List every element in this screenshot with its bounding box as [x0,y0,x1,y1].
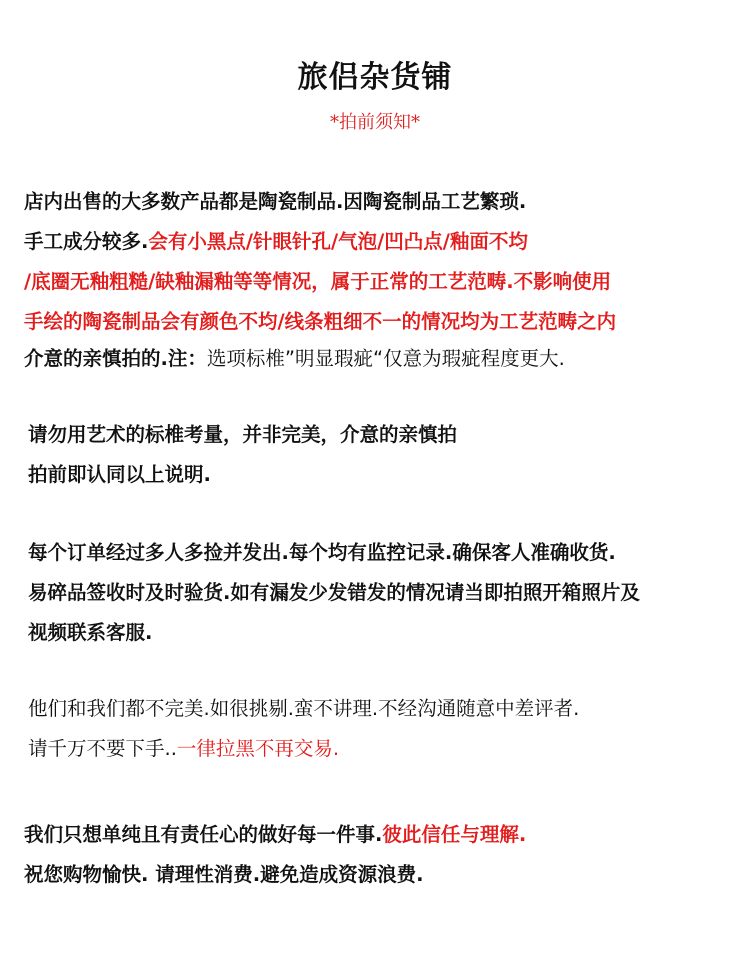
notice-line [28,461,211,491]
notice-text: 祝您购物愉快. 请理性消费.避免造成资源浪费. [24,863,424,886]
page-title: 旅侣杂货铺 [297,60,453,95]
warning-text: /底圈无釉粗糙/缺釉漏釉等等情况，属于正常的工艺范畴.不影响使用 [24,270,612,293]
notice-line [24,188,526,218]
warning-text: 手绘的陶瓷制品会有颜色不均/线条粗细不一的情况均为工艺范畴之内 [24,310,617,333]
notice-text: 店内出售的大多数产品都是陶瓷制品.因陶瓷制品工艺繁琐. [24,190,527,213]
notice-text: 我们只想单纯且有责任心的做好每一件事. [24,823,383,846]
notice-text: 易碎品签收时及时验货.如有漏发少发错发的情况请当即拍照开箱照片及 [28,581,640,604]
warning-text: 一律拉黑不再交易. [176,737,340,760]
notice-line [24,861,424,891]
warning-line [24,308,616,338]
warning-text: 彼此信任与理解. [382,823,527,846]
warning-text: 会有小黑点/针眼针孔/气泡/凹凸点/釉面不均 [148,230,528,253]
notice-text: 介意的亲慎拍的.注： [24,347,207,370]
page-subtitle: *拍前须知* [330,112,420,133]
notice-line [28,421,457,451]
notice-line [24,821,526,851]
notice-line [24,345,565,375]
notice-line [28,735,339,765]
notice-text: 拍前即认同以上说明. [28,463,211,486]
notice-text: 请勿用艺术的标椎考量，并非完美，介意的亲慎拍 [28,423,458,446]
notice-text: 请千万不要下手.. [28,737,177,760]
warning-line [24,268,611,298]
notice-text: 他们和我们都不完美.如很挑剔.蛮不讲理.不经沟通随意中差评者. [28,697,580,720]
notice-line [28,619,152,649]
notice-line [28,579,750,609]
notice-line [28,695,579,725]
notice-note: 选项标椎”明显瑕疵“仅意为瑕疵程度更大. [206,347,565,370]
notice-line [28,539,616,569]
notice-line [24,228,528,258]
notice-text: 手工成分较多. [24,230,149,253]
notice-text: 视频联系客服. [28,621,153,644]
notice-text: 每个订单经过多人多捡并发出.每个均有监控记录.确保客人准确收货. [28,541,616,564]
